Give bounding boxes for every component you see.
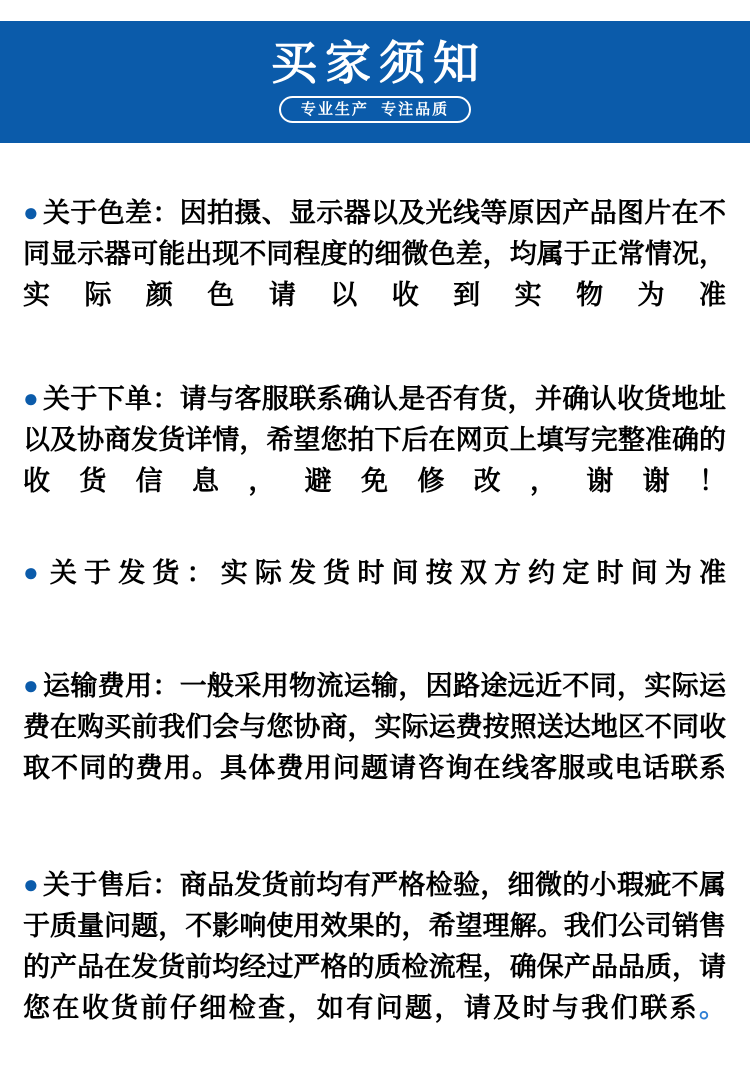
bullet-icon: ● [23, 383, 40, 413]
tagline-pill [279, 96, 471, 123]
notice-text: 关于售后：商品发货前均有严格检验，细微的小瑕疵不属于质量问题，不影响使用效果的，希望理解。我们公司销售的产品在发货前均经过严格的质检流程，确保产品品质，请您在收货前仔细检查，如有问题，请及时与我们联系 [23, 870, 726, 1023]
bullet-icon: ● [23, 557, 46, 587]
notice-freight [23, 666, 726, 830]
bullet-icon: ● [23, 670, 40, 700]
buyer-notice-page [0, 21, 750, 1023]
tagline-text: 专业生产 专注品质 [300, 101, 450, 118]
notice-ordering [23, 379, 726, 543]
notice-text: 关于发货：实际发货时间按双方约定时间为准 [49, 558, 726, 588]
notice-after-sales [23, 865, 726, 1070]
notice-shipping [23, 553, 726, 635]
bullet-icon: ● [23, 869, 40, 899]
notice-list [0, 193, 750, 1070]
bullet-icon: ● [23, 197, 40, 227]
header-banner [0, 21, 750, 143]
notice-color-difference [23, 193, 726, 357]
notice-text: 运输费用：一般采用物流运输，因路途远近不同，实际运费在购买前我们会与您协商，实际运费按照送达地区不同收取不同的费用。具体费用问题请咨询在线客服或电话联系 [23, 671, 726, 783]
notice-text: 关于色差：因拍摄、显示器以及光线等原因产品图片在不同显示器可能出现不同程度的细微色差，均属于正常情况，实际颜色请以收到实物为准 [23, 198, 726, 310]
notice-text: 关于下单：请与客服联系确认是否有货，并确认收货地址以及协商发货详情，希望您拍下后在网页上填写完整准确的收货信息，避免修改，谢谢！ [23, 384, 726, 496]
page-title: 买家须知 [271, 37, 487, 89]
notice-suffix: 。 [699, 993, 726, 1023]
